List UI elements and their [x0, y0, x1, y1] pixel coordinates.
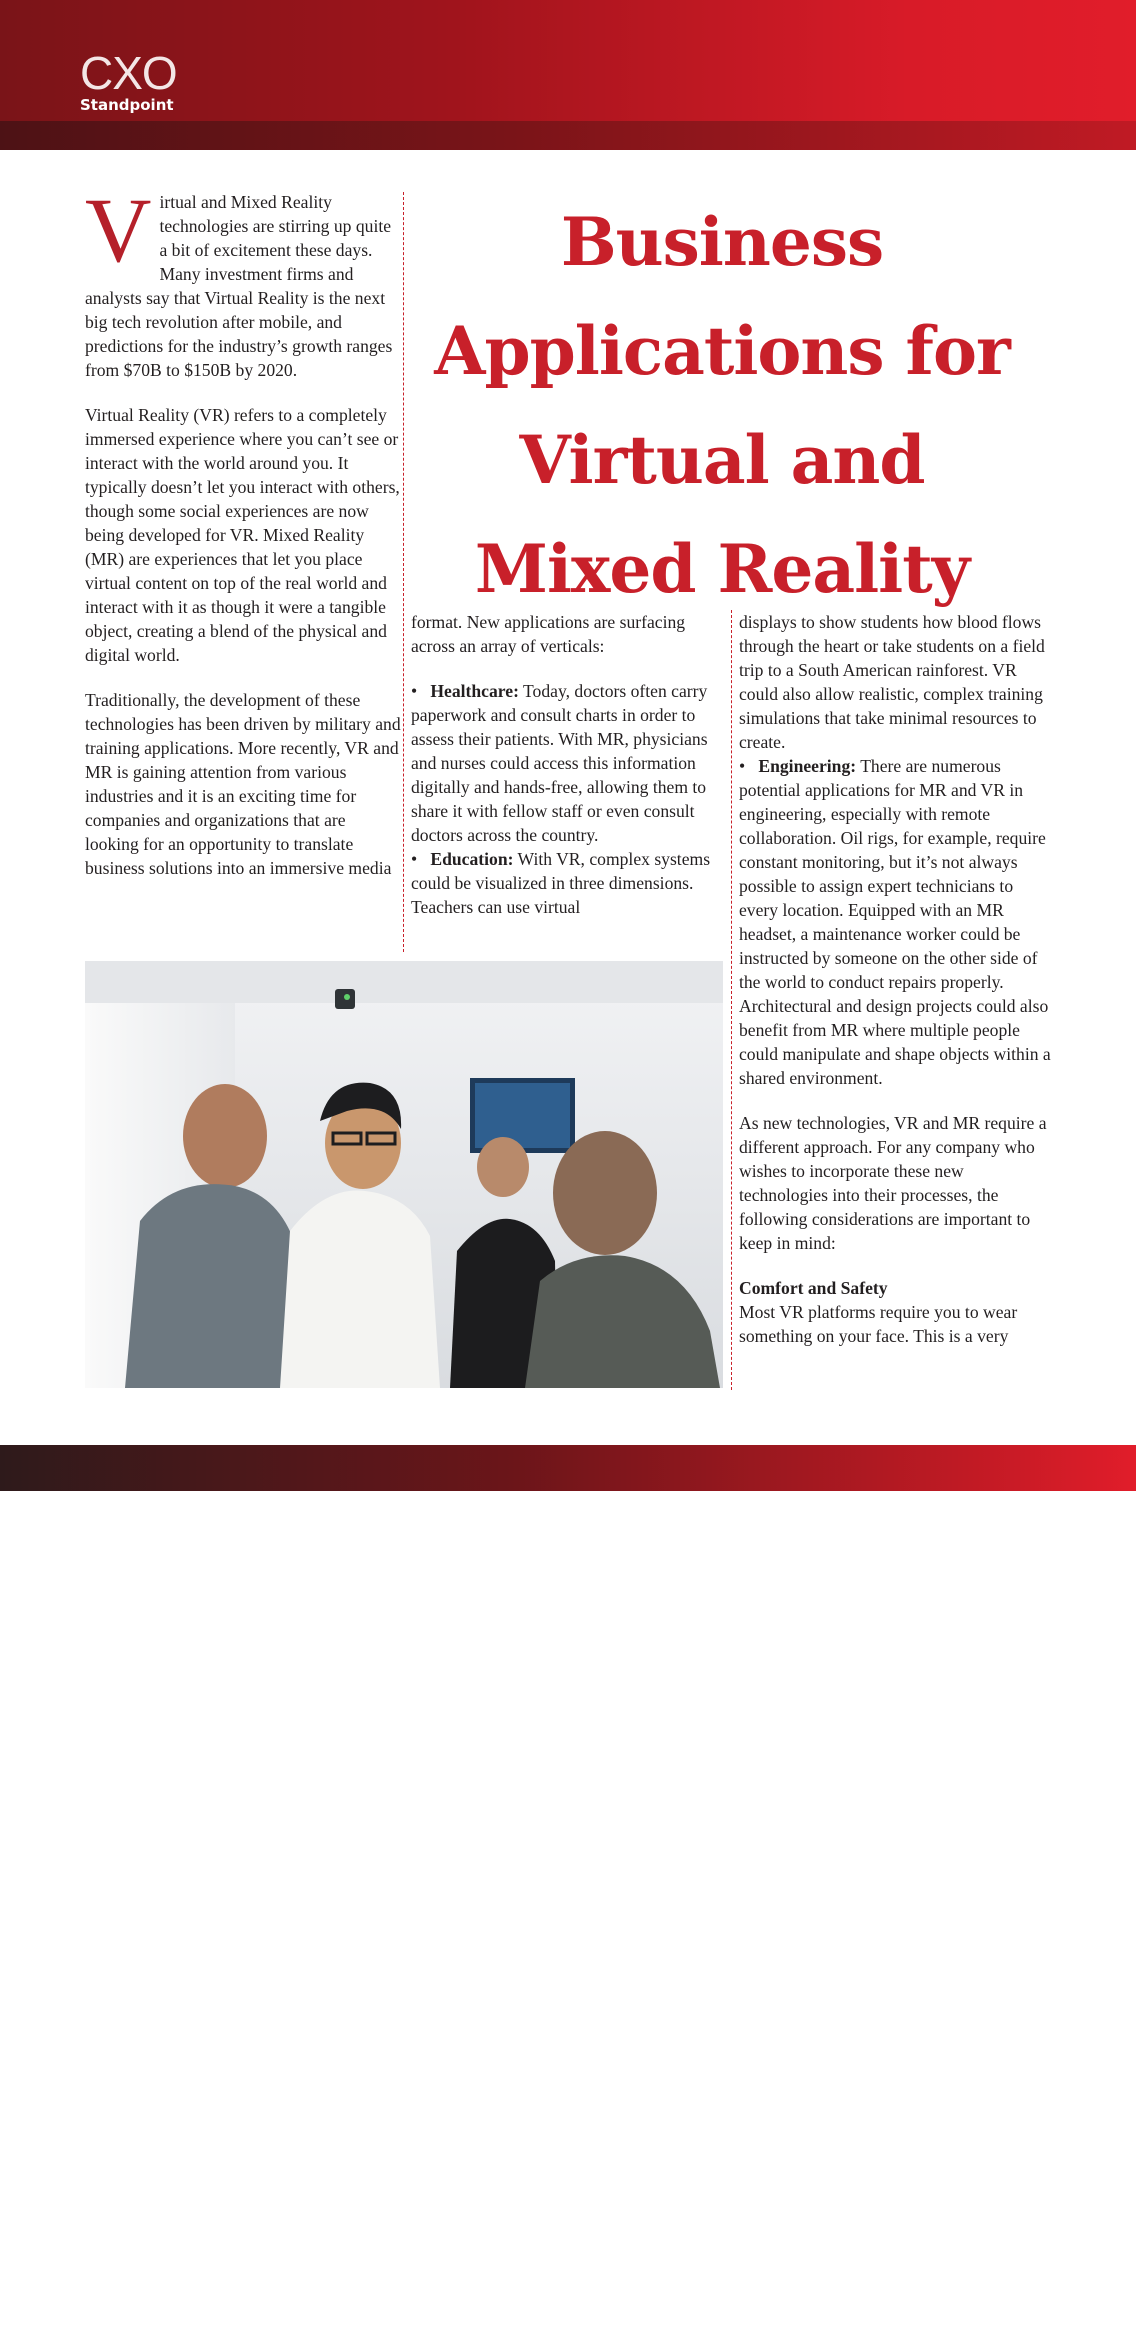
bullet-engineering-text: There are numerous potential applications for MR and VR in engineering, especially with remote collaboration. Oil rigs, for example, require constant monitoring, but it’s not always possible to assign expert technicians to every location. Equipped with an MR headset, a maintenance worker could be instructed by someone on the other side of the world to conduct repairs properly. Architectural and design projects could also benefit from MR where multiple people could manipulate and shape objects within a shared environment. [739, 756, 1051, 1088]
bullet-education-label: Education: [430, 849, 514, 869]
education-continuation: displays to show students how blood flows through the heart or take students on a field trip to a South American rainforest. VR could also allow realistic, complex training simulations that take minimal resources to create. [739, 612, 1045, 752]
subhead-comfort-safety: Comfort and Safety [739, 1278, 888, 1298]
bullet-education-text: With VR, complex systems could be visualized in three dimensions. Teachers can use virtual [411, 849, 711, 917]
column-1 [85, 179, 401, 880]
drop-cap: V [85, 179, 152, 281]
page-footer [0, 1445, 1136, 1491]
comfort-paragraph: Most VR platforms require you to wear something on your face. This is a very [739, 1302, 1018, 1346]
title-line-1: Business [560, 203, 884, 281]
caption-name: William Lai [350, 2297, 428, 2312]
history-paragraph: Traditionally, the development of these technologies has been driven by military and training applications. More recently, VR and MR is gaining attention from various industries and it is an exciting time for companies and organizations that are looking for an opportunity to translate business solutions into an immersive media [85, 690, 401, 878]
logo-cxo: CXO [80, 47, 177, 99]
title-line-4: Mixed Reality [474, 530, 970, 608]
photo-caption [350, 2298, 500, 2340]
article-photo [85, 961, 723, 2340]
title-line-3: Virtual and [519, 421, 925, 499]
column-2 [411, 610, 724, 919]
bullet-healthcare-text: Today, doctors often carry paperwork and consult charts in order to assess their patients. With MR, physicians and nurses could access this information digitally and hands-free, allowing them to share it with fellow staff or even consult doctors across the country. [411, 681, 708, 845]
caption-title: Co-founder & President, [350, 2311, 500, 2326]
column-3 [739, 610, 1055, 1348]
bullet-engineering: • Engineering: There are numerous potential applications for MR and VR in engineering, especially with remote collaboration. Oil rigs, for example, require constant monitoring, but it’s not always possible to assign expert technicians to every location. Equipped with an MR headset, a maintenance worker could be instructed by someone on the other side of the world to conduct repairs properly. Architectural and design projects could also benefit from MR where multiple people could manipulate and shape objects within a shared environment. [739, 756, 1051, 1088]
page-header [0, 0, 1136, 150]
title-line-2: Applications for [434, 312, 1010, 390]
caption-company: 8ninths [350, 2325, 397, 2340]
bullet-healthcare: • Healthcare: Today, doctors often carry paperwork and consult charts in order to assess their patients. With MR, physicians and nurses could access this information digitally and hands-free, allowing them to share it with fellow staff or even consult doctors across the country. [411, 681, 708, 845]
vr-definition-paragraph: Virtual Reality (VR) refers to a completely immersed experience where you can’t see or interact with the world around you. It typically doesn’t let you interact with others, though some social experiences are now being developed for VR. Mixed Reality (MR) are experiences that let you place virtual content on top of the real world and interact with it as though it were a tangible object, creating a blend of the physical and digital world. [85, 405, 400, 665]
bullet-education: • Education: With VR, complex systems could be visualized in three dimensions. Teachers can use virtual [411, 849, 711, 917]
bullet-healthcare-label: Healthcare: [430, 681, 519, 701]
approach-paragraph: As new technologies, VR and MR require a different approach. For any company who wishes to incorporate these new technologies into their processes, the following considerations are important to keep in mind: [739, 1113, 1047, 1253]
continuation-paragraph: format. New applications are surfacing across an array of verticals: [411, 612, 686, 656]
column-divider-1 [403, 192, 404, 952]
bullet-engineering-label: Engineering: [758, 756, 857, 776]
logo-standpoint: Standpoint [80, 96, 174, 114]
intro-paragraph [85, 179, 401, 382]
header-band [0, 121, 1136, 150]
photo-illustration [85, 961, 723, 1388]
column-divider-2 [731, 610, 732, 1390]
intro-text: irtual and Mixed Reality technologies are stirring up quite a bit of excitement these days. Many investment firms and analysts say that Virtual Reality is the next big tech revolution after mobile, and predictions for the industry’s growth ranges from $70B to $150B by 2020. [85, 192, 393, 380]
article-title [412, 188, 1032, 624]
